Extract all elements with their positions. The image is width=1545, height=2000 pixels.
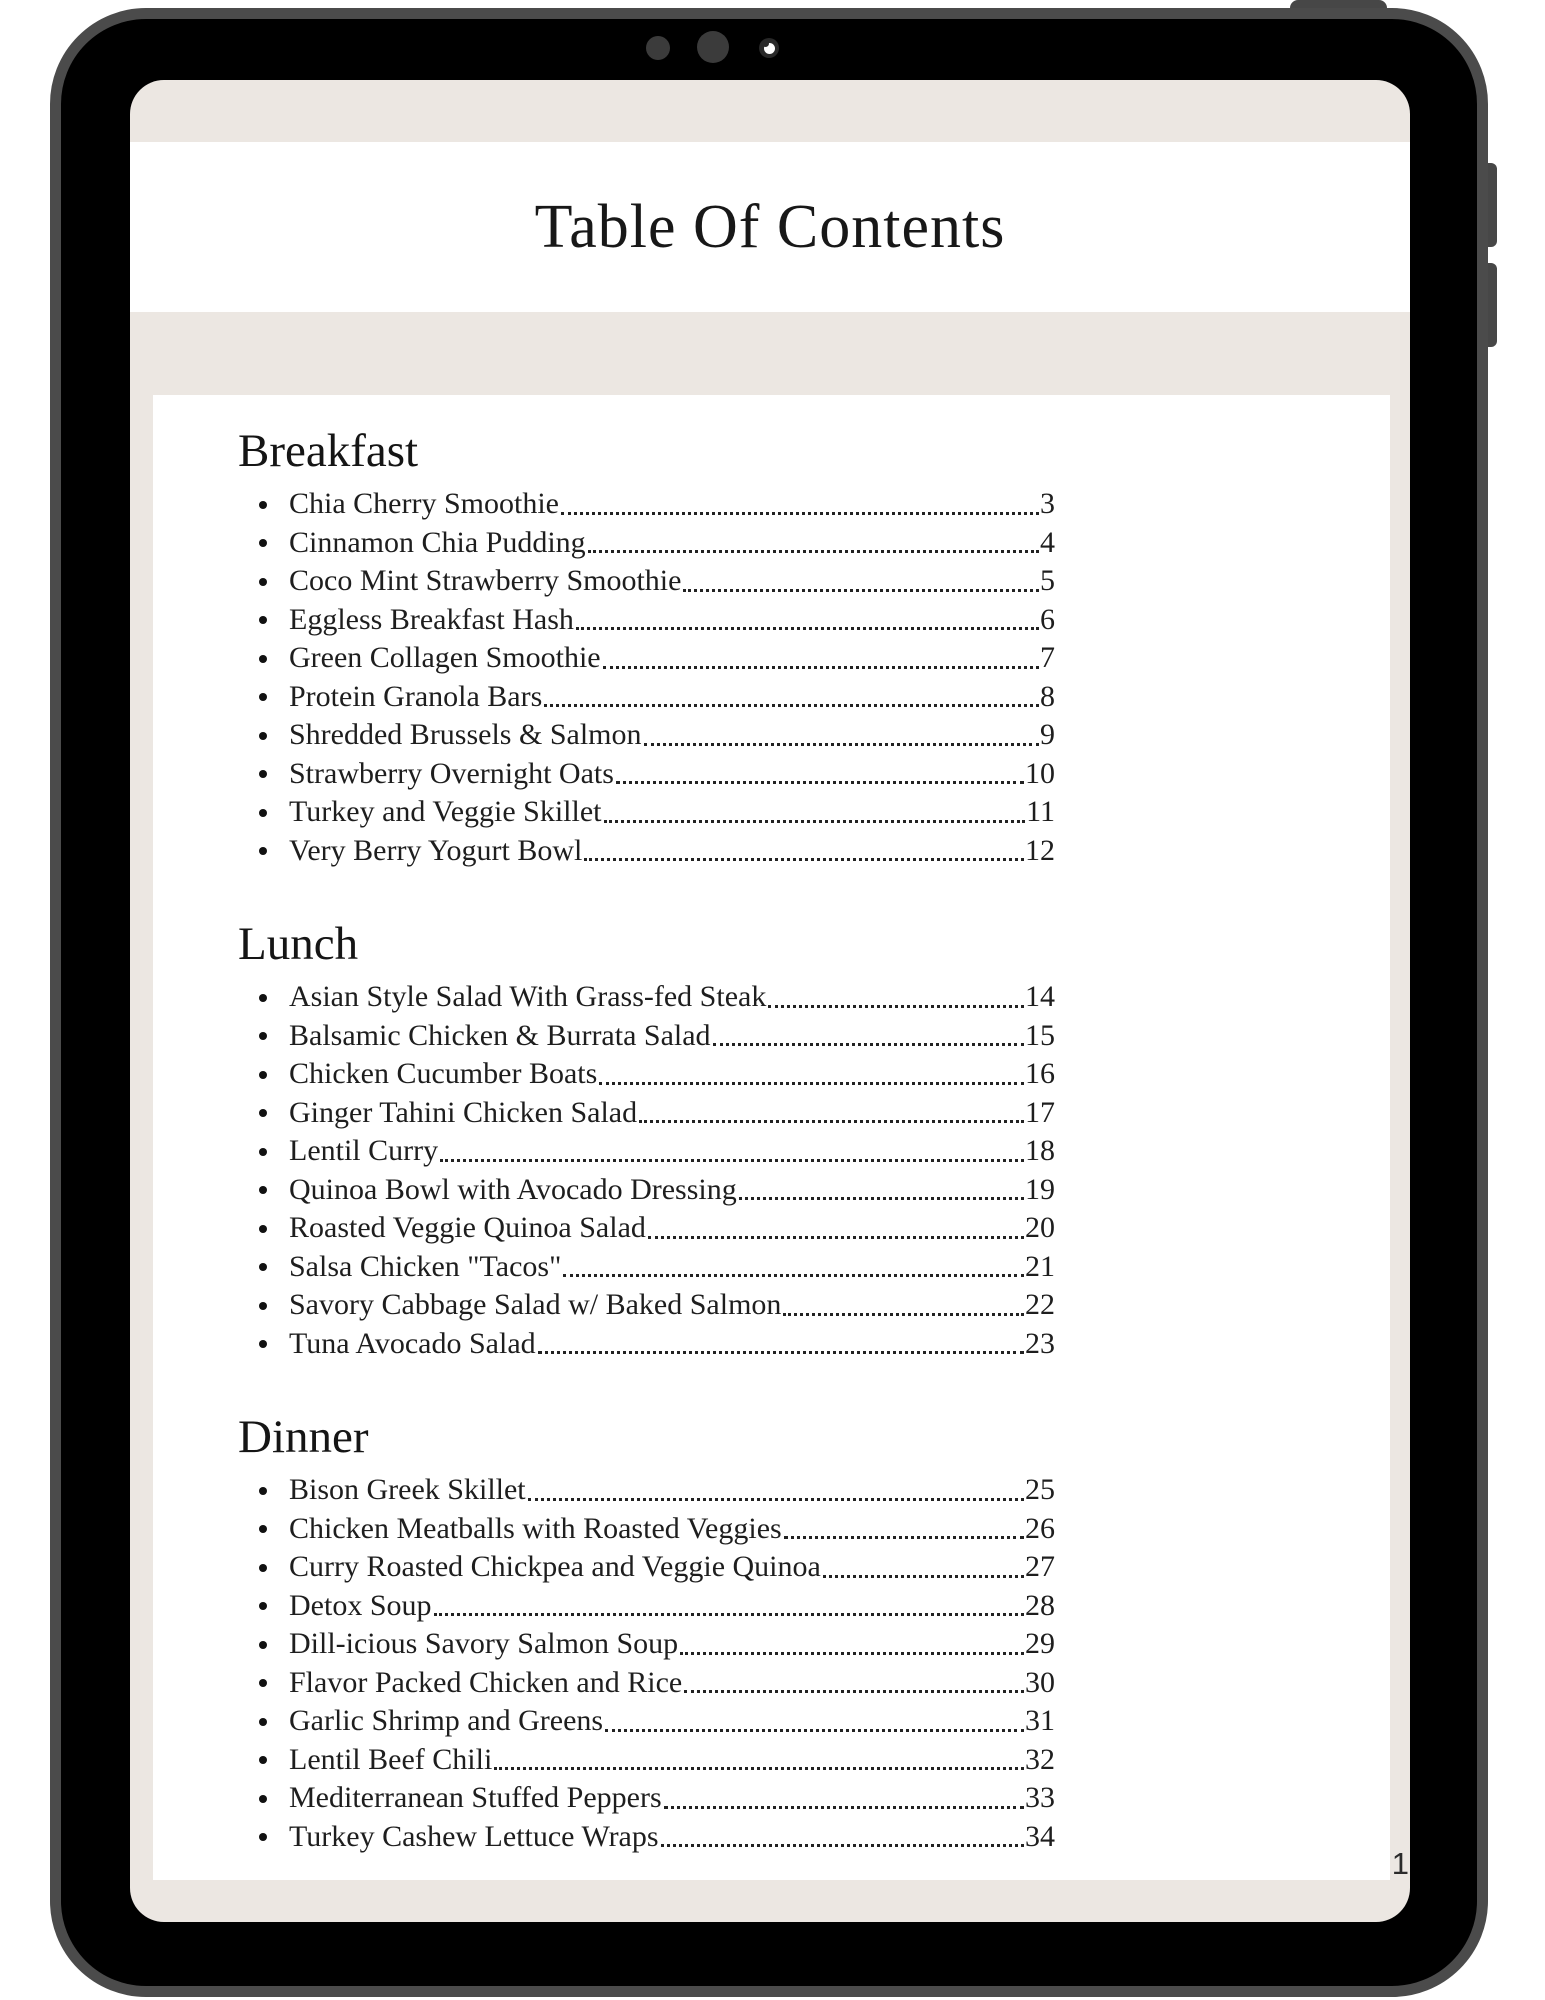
dot-leader <box>713 1043 1024 1046</box>
toc-entry-page-number: 22 <box>1025 1288 1055 1321</box>
toc-entry-page-number: 14 <box>1025 980 1055 1013</box>
dot-leader <box>604 820 1026 823</box>
toc-section <box>238 423 1390 870</box>
toc-entry-label: Quinoa Bowl with Avocado Dressing <box>289 1172 737 1206</box>
toc-entry-label: Lentil Curry <box>289 1134 439 1167</box>
toc-entry-page-number: 33 <box>1025 1781 1055 1814</box>
dot-leader <box>588 550 1039 553</box>
bullet-icon <box>259 1302 267 1310</box>
bullet-icon <box>259 1148 267 1156</box>
toc-entry-page-number: 32 <box>1025 1742 1055 1776</box>
proximity-sensor-icon <box>646 36 670 60</box>
toc-entry[interactable] <box>259 1171 1055 1210</box>
toc-entry-label: Shredded Brussels & Salmon <box>289 718 642 751</box>
toc-entry[interactable] <box>259 1625 1055 1664</box>
toc-entry[interactable] <box>259 485 1055 524</box>
bullet-icon <box>259 1795 267 1803</box>
toc-entry-page-number: 34 <box>1025 1819 1055 1853</box>
toc-entry[interactable] <box>259 1664 1055 1703</box>
toc-entry-page-number: 15 <box>1025 1018 1055 1052</box>
toc-entry[interactable] <box>259 1548 1055 1587</box>
toc-entry-label: Tuna Avocado Salad <box>289 1326 536 1360</box>
section-heading: Breakfast <box>238 425 419 477</box>
toc-entry-page-number: 9 <box>1040 718 1055 751</box>
bullet-icon <box>259 1340 267 1348</box>
toc-entry[interactable] <box>259 1325 1055 1364</box>
dot-leader <box>584 858 1024 861</box>
bullet-icon <box>259 539 267 547</box>
toc-entry[interactable] <box>259 793 1055 832</box>
toc-entry-label: Ginger Tahini Chicken Salad <box>289 1095 638 1129</box>
dot-leader <box>639 1120 1024 1123</box>
toc-entry-page-number: 26 <box>1025 1511 1055 1545</box>
dot-leader <box>823 1575 1024 1578</box>
toc-entry[interactable] <box>259 1587 1055 1626</box>
toc-entry[interactable] <box>259 1779 1055 1818</box>
bullet-icon <box>259 1641 267 1649</box>
corner-page-number: 1 <box>1391 1846 1409 1881</box>
section-heading: Lunch <box>238 918 359 970</box>
toc-entry-label: Cinnamon Chia Pudding <box>289 525 586 559</box>
toc-entry[interactable] <box>259 716 1055 755</box>
dot-leader <box>561 512 1039 515</box>
toc-entry[interactable] <box>259 978 1055 1017</box>
dot-leader <box>664 1806 1024 1809</box>
dot-leader <box>661 1844 1024 1847</box>
toc-entry[interactable] <box>259 1132 1055 1171</box>
bullet-icon <box>259 1225 267 1233</box>
dot-leader <box>494 1767 1024 1770</box>
toc-entry-page-number: 7 <box>1040 641 1055 674</box>
toc-sections <box>153 395 1390 1856</box>
bullet-icon <box>259 1679 267 1687</box>
toc-entry-label: Eggless Breakfast Hash <box>289 602 574 636</box>
toc-entry-label: Lentil Beef Chili <box>289 1742 493 1776</box>
bullet-icon <box>259 770 267 778</box>
toc-entry-label: Bison Greek Skillet <box>289 1473 526 1506</box>
toc-entry-label: Garlic Shrimp and Greens <box>289 1704 604 1737</box>
toc-entry-label: Coco Mint Strawberry Smoothie <box>289 564 682 597</box>
front-camera-icon <box>759 38 779 58</box>
dot-leader <box>616 781 1024 784</box>
toc-entry[interactable] <box>259 1818 1055 1857</box>
toc-entry[interactable] <box>259 832 1055 871</box>
toc-entry-page-number: 5 <box>1040 564 1055 597</box>
bullet-icon <box>259 1109 267 1117</box>
toc-entry-page-number: 11 <box>1026 795 1055 828</box>
bullet-icon <box>259 994 267 1002</box>
dot-leader <box>603 666 1039 669</box>
dot-leader <box>528 1498 1024 1501</box>
toc-entry[interactable] <box>259 755 1055 794</box>
toc-entry-page-number: 29 <box>1025 1627 1055 1660</box>
toc-entry[interactable] <box>259 1094 1055 1133</box>
toc-entry-page-number: 27 <box>1025 1550 1055 1583</box>
dot-leader <box>544 704 1039 707</box>
toc-entry[interactable] <box>259 1471 1055 1510</box>
bullet-icon <box>259 693 267 701</box>
toc-entry-label: Protein Granola Bars <box>289 679 543 713</box>
bullet-icon <box>259 655 267 663</box>
dot-leader <box>683 589 1039 592</box>
dot-leader <box>538 1351 1024 1354</box>
title-band <box>130 142 1410 312</box>
toc-entry-page-number: 23 <box>1025 1326 1055 1360</box>
dot-leader <box>684 1690 1024 1693</box>
camera-lens-notch <box>762 40 769 47</box>
tablet-screen <box>130 80 1410 1922</box>
toc-entry-label: Very Berry Yogurt Bowl <box>289 833 583 867</box>
toc-entry-label: Mediterranean Stuffed Peppers <box>289 1781 662 1814</box>
toc-entry[interactable] <box>259 1741 1055 1780</box>
bullet-icon <box>259 578 267 586</box>
toc-entry-page-number: 31 <box>1025 1704 1055 1737</box>
bullet-icon <box>259 1263 267 1271</box>
toc-entry-label: Turkey and Veggie Skillet <box>289 795 602 828</box>
toc-entry-label: Asian Style Salad With Grass-fed Steak <box>289 980 767 1013</box>
toc-entry-page-number: 3 <box>1040 487 1055 520</box>
toc-entry-page-number: 16 <box>1025 1057 1055 1090</box>
toc-entry[interactable] <box>259 524 1055 563</box>
toc-entry[interactable] <box>259 562 1055 601</box>
dot-leader <box>768 1005 1024 1008</box>
dot-leader <box>644 743 1040 746</box>
bullet-icon <box>259 1718 267 1726</box>
dot-leader <box>440 1159 1024 1162</box>
toc-page <box>153 395 1390 1880</box>
camera-sensor-icon <box>697 31 729 63</box>
dot-leader <box>563 1274 1024 1277</box>
toc-entry-label: Dill-icious Savory Salmon Soup <box>289 1627 679 1660</box>
toc-entry[interactable] <box>259 1510 1055 1549</box>
toc-list <box>259 978 1055 1363</box>
toc-entry[interactable] <box>259 1055 1055 1094</box>
toc-entry-page-number: 19 <box>1025 1172 1055 1206</box>
toc-entry-page-number: 30 <box>1025 1665 1055 1699</box>
bullet-icon <box>259 1525 267 1533</box>
toc-list <box>259 1471 1055 1856</box>
toc-entry-page-number: 18 <box>1025 1134 1055 1167</box>
toc-section <box>238 916 1390 1363</box>
toc-entry-page-number: 6 <box>1040 602 1055 636</box>
toc-entry-label: Chicken Meatballs with Roasted Veggies <box>289 1511 782 1545</box>
dot-leader <box>599 1082 1024 1085</box>
toc-entry-label: Detox Soup <box>289 1588 432 1622</box>
dot-leader <box>648 1236 1024 1239</box>
toc-entry-label: Flavor Packed Chicken and Rice <box>289 1665 683 1699</box>
dot-leader <box>739 1197 1024 1200</box>
toc-entry-label: Roasted Veggie Quinoa Salad <box>289 1211 646 1244</box>
toc-entry[interactable] <box>259 1702 1055 1741</box>
toc-entry-page-number: 25 <box>1025 1473 1055 1506</box>
bullet-icon <box>259 1833 267 1841</box>
bullet-icon <box>259 1071 267 1079</box>
bullet-icon <box>259 847 267 855</box>
bullet-icon <box>259 1602 267 1610</box>
bullet-icon <box>259 732 267 740</box>
toc-entry-page-number: 8 <box>1040 679 1055 713</box>
page-title: Table Of Contents <box>534 192 1006 261</box>
toc-entry-label: Balsamic Chicken & Burrata Salad <box>289 1018 711 1052</box>
bullet-icon <box>259 1487 267 1495</box>
toc-entry[interactable] <box>259 639 1055 678</box>
toc-entry-label: Salsa Chicken "Tacos" <box>289 1249 562 1283</box>
toc-entry[interactable] <box>259 1017 1055 1056</box>
toc-entry[interactable] <box>259 1209 1055 1248</box>
toc-entry-page-number: 28 <box>1025 1588 1055 1622</box>
toc-entry-page-number: 4 <box>1040 525 1055 559</box>
bullet-icon <box>259 1756 267 1764</box>
toc-entry-label: Chicken Cucumber Boats <box>289 1057 598 1090</box>
dot-leader <box>605 1729 1024 1732</box>
toc-entry-page-number: 10 <box>1025 756 1055 790</box>
toc-entry[interactable] <box>259 678 1055 717</box>
toc-entry-label: Savory Cabbage Salad w/ Baked Salmon <box>289 1288 782 1321</box>
dot-leader <box>680 1652 1024 1655</box>
toc-entry-page-number: 21 <box>1025 1249 1055 1283</box>
toc-list <box>259 485 1055 870</box>
dot-leader <box>784 1536 1024 1539</box>
bullet-icon <box>259 1564 267 1572</box>
toc-entry-label: Curry Roasted Chickpea and Veggie Quinoa <box>289 1550 821 1583</box>
toc-entry[interactable] <box>259 1248 1055 1287</box>
toc-entry-page-number: 20 <box>1025 1211 1055 1244</box>
dot-leader <box>576 627 1039 630</box>
bullet-icon <box>259 809 267 817</box>
toc-entry-label: Turkey Cashew Lettuce Wraps <box>289 1819 659 1853</box>
dot-leader <box>783 1313 1024 1316</box>
toc-entry-label: Chia Cherry Smoothie <box>289 487 559 520</box>
bullet-icon <box>259 1032 267 1040</box>
toc-entry-page-number: 12 <box>1025 833 1055 867</box>
bullet-icon <box>259 501 267 509</box>
toc-entry-label: Green Collagen Smoothie <box>289 641 601 674</box>
bullet-icon <box>259 616 267 624</box>
section-heading: Dinner <box>238 1411 369 1463</box>
toc-entry-page-number: 17 <box>1025 1095 1055 1129</box>
toc-section <box>238 1409 1390 1856</box>
toc-entry[interactable] <box>259 601 1055 640</box>
toc-entry-label: Strawberry Overnight Oats <box>289 756 614 790</box>
bullet-icon <box>259 1186 267 1194</box>
dot-leader <box>434 1613 1025 1616</box>
toc-entry[interactable] <box>259 1286 1055 1325</box>
